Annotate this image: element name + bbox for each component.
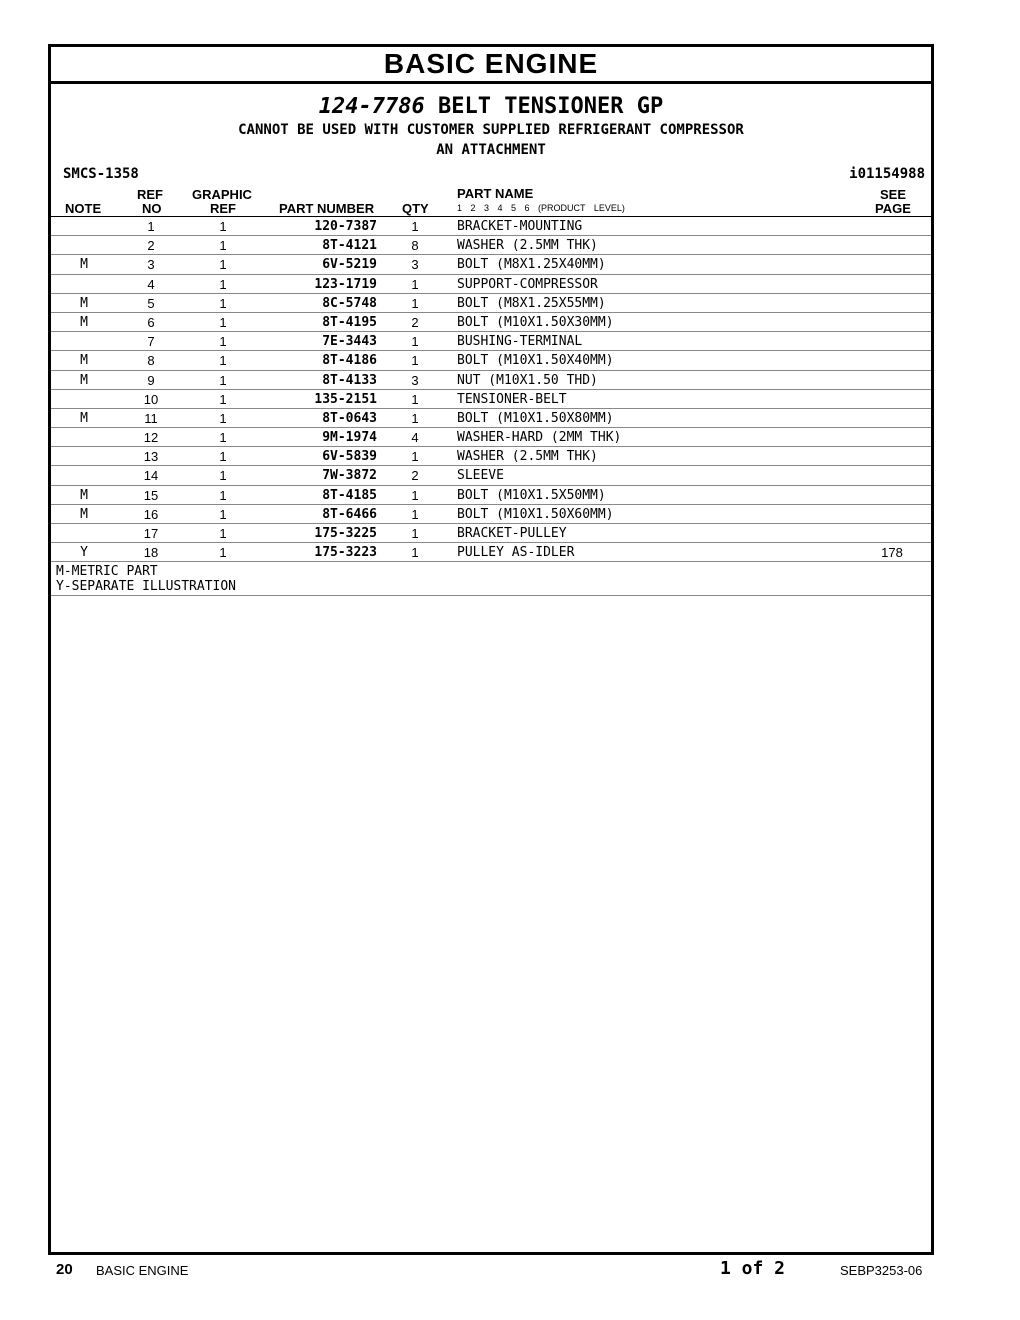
row-note: M: [80, 353, 88, 369]
note-separate-illustration: Y-SEPARATE ILLUSTRATION: [56, 579, 237, 595]
row-part-number: 175-3223: [314, 545, 377, 561]
table-row: [51, 275, 931, 294]
row-qty: 1: [411, 545, 419, 561]
table-row: [51, 332, 931, 351]
row-qty: 1: [411, 449, 419, 465]
row-part-name: BOLT (M10X1.50X80MM): [457, 410, 614, 426]
row-ref-no: 11: [144, 410, 158, 426]
row-ref-no: 17: [143, 526, 159, 541]
row-ref-no: 15: [143, 487, 159, 503]
row-graphic-ref: 1: [219, 545, 227, 561]
header-part-number: PART NUMBER: [279, 201, 375, 216]
table-row: [51, 390, 931, 409]
row-part-name: BRACKET-MOUNTING: [457, 219, 583, 234]
row-graphic-ref: 1: [219, 257, 227, 273]
note-metric: M-METRIC PART: [56, 564, 158, 580]
row-part-name: NUT (M10X1.50 THD): [457, 372, 598, 388]
header-see-2: PAGE: [875, 201, 911, 216]
table-row: [51, 351, 931, 370]
row-part-number: 8C-5748: [322, 295, 377, 311]
row-qty: 2: [411, 468, 419, 484]
table-row: [51, 466, 931, 485]
row-qty: 8: [411, 238, 419, 254]
row-part-number: 8T-0643: [322, 410, 377, 426]
row-part-name: WASHER (2.5MM THK): [457, 449, 598, 465]
header-see-1: SEE: [880, 187, 907, 202]
row-graphic-ref: 1: [219, 468, 227, 484]
header-ref-2: NO: [142, 201, 162, 216]
section-banner: BASIC ENGINE: [51, 47, 931, 84]
row-qty: 2: [411, 314, 419, 330]
row-part-name: TENSIONER-BELT: [457, 391, 567, 407]
row-graphic-ref: 1: [219, 449, 227, 465]
row-part-name: BOLT (M10X1.50X60MM): [457, 506, 614, 522]
row-part-name: BOLT (M10X1.50X30MM): [457, 314, 614, 330]
row-part-number: 135-2151: [314, 391, 377, 407]
header-graphic-2: REF: [210, 201, 236, 216]
group-part-number: 124-7786: [318, 94, 425, 119]
row-part-name: BOLT (M10X1.5X50MM): [457, 487, 606, 503]
row-ref-no: 12: [143, 430, 159, 446]
illustration-id: i01154988: [849, 166, 925, 182]
row-part-name: BUSHING-TERMINAL: [457, 334, 583, 350]
table-row: [51, 505, 931, 524]
group-title-block: [51, 84, 931, 160]
smcs-code: SMCS-1358: [63, 166, 139, 182]
header-part-name: PART NAME: [457, 186, 534, 201]
row-graphic-ref: 1: [219, 372, 227, 388]
row-part-number: 7E-3443: [322, 334, 377, 350]
smcs-row: [51, 162, 931, 186]
parts-table-body: [51, 217, 931, 562]
row-note: M: [80, 410, 88, 426]
row-qty: 1: [411, 276, 419, 292]
row-part-name: BOLT (M10X1.50X40MM): [457, 353, 614, 369]
row-qty: 1: [411, 219, 419, 234]
table-row: [51, 371, 931, 390]
row-graphic-ref: 1: [219, 353, 227, 369]
row-part-number: 8T-4186: [322, 353, 377, 369]
table-row: [51, 524, 931, 543]
row-graphic-ref: 1: [219, 334, 227, 350]
row-part-number: 6V-5839: [322, 449, 377, 465]
row-ref-no: 1: [147, 219, 155, 234]
row-ref-no: 9: [147, 372, 155, 388]
footer-page-count: 1 of 2: [720, 1258, 786, 1279]
row-qty: 3: [411, 372, 419, 388]
row-graphic-ref: 1: [219, 219, 227, 234]
header-graphic-1: GRAPHIC: [192, 187, 252, 202]
row-part-number: 8T-4133: [322, 372, 377, 388]
row-see-page: 178: [881, 545, 903, 561]
header-note: NOTE: [65, 201, 102, 216]
row-part-number: 8T-4195: [322, 314, 377, 330]
table-row: [51, 313, 931, 332]
row-ref-no: 8: [147, 353, 155, 369]
row-part-name: BOLT (M8X1.25X55MM): [457, 295, 606, 311]
row-part-number: 120-7387: [314, 219, 377, 234]
row-ref-no: 7: [147, 334, 155, 350]
row-note: Y: [80, 545, 88, 561]
row-part-name: WASHER-HARD (2MM THK): [457, 430, 622, 446]
row-qty: 4: [411, 430, 419, 446]
row-ref-no: 18: [143, 545, 159, 561]
notes-block: [51, 562, 931, 596]
page-footer: [0, 1258, 1020, 1282]
row-ref-no: 4: [147, 276, 155, 292]
row-graphic-ref: 1: [219, 526, 227, 541]
row-qty: 1: [411, 487, 419, 503]
group-name: BELT TENSIONER GP: [438, 94, 664, 119]
row-qty: 3: [411, 257, 419, 273]
row-graphic-ref: 1: [219, 238, 227, 254]
row-qty: 1: [411, 526, 419, 541]
row-part-name: BRACKET-PULLEY: [457, 526, 567, 541]
header-qty: QTY: [402, 201, 429, 216]
row-ref-no: 6: [147, 314, 155, 330]
footer-section: BASIC ENGINE: [96, 1263, 189, 1278]
group-subtitle-2: AN ATTACHMENT: [436, 142, 546, 158]
row-graphic-ref: 1: [219, 295, 227, 311]
group-title: [51, 94, 931, 120]
row-part-number: 6V-5219: [322, 257, 377, 273]
row-graphic-ref: 1: [219, 314, 227, 330]
row-ref-no: 3: [147, 257, 155, 273]
row-part-name: SLEEVE: [457, 468, 504, 484]
row-graphic-ref: 1: [219, 391, 227, 407]
row-note: M: [80, 506, 88, 522]
row-graphic-ref: 1: [219, 487, 227, 503]
row-qty: 1: [411, 295, 419, 311]
table-row: [51, 294, 931, 313]
row-note: M: [80, 295, 88, 311]
row-part-number: 8T-4121: [322, 238, 377, 254]
row-part-number: 8T-4185: [322, 487, 377, 503]
row-qty: 1: [411, 391, 419, 407]
row-note: M: [80, 372, 88, 388]
table-row: [51, 428, 931, 447]
row-graphic-ref: 1: [219, 276, 227, 292]
row-graphic-ref: 1: [219, 410, 227, 426]
row-ref-no: 13: [143, 449, 159, 465]
header-ref-1: REF: [137, 187, 163, 202]
row-note: M: [80, 487, 88, 503]
group-subtitle-1: CANNOT BE USED WITH CUSTOMER SUPPLIED REFRIGERANT COMPRESSOR: [238, 122, 744, 138]
row-part-number: 123-1719: [314, 276, 377, 292]
table-row: [51, 447, 931, 466]
row-qty: 1: [411, 334, 419, 350]
row-graphic-ref: 1: [219, 506, 227, 522]
row-part-name: WASHER (2.5MM THK): [457, 238, 598, 254]
row-note: M: [80, 314, 88, 330]
table-row: [51, 217, 931, 236]
table-row: [51, 409, 931, 428]
row-ref-no: 5: [147, 295, 155, 311]
row-graphic-ref: 1: [219, 430, 227, 446]
table-row: [51, 255, 931, 274]
table-header: [51, 186, 931, 217]
row-part-name: PULLEY AS-IDLER: [457, 545, 575, 561]
row-ref-no: 2: [147, 238, 155, 254]
row-note: M: [80, 257, 88, 273]
row-qty: 1: [411, 353, 419, 369]
row-qty: 1: [411, 410, 419, 426]
row-part-number: 7W-3872: [322, 468, 377, 484]
footer-doc-number: SEBP3253-06: [840, 1263, 923, 1278]
row-ref-no: 10: [143, 391, 159, 407]
table-row: [51, 236, 931, 255]
table-row: [51, 543, 931, 562]
row-qty: 1: [411, 506, 419, 522]
row-part-name: SUPPORT-COMPRESSOR: [457, 276, 598, 292]
footer-page-number: 20: [56, 1261, 73, 1278]
row-part-name: BOLT (M8X1.25X40MM): [457, 257, 606, 273]
row-part-number: 175-3225: [314, 526, 377, 541]
header-product-levels: 1 2 3 4 5 6 (PRODUCT LEVEL): [457, 203, 625, 213]
row-ref-no: 14: [143, 468, 159, 484]
row-part-number: 8T-6466: [322, 506, 377, 522]
row-part-number: 9M-1974: [322, 430, 377, 446]
row-ref-no: 16: [143, 506, 159, 522]
table-row: [51, 486, 931, 505]
parts-page-frame: [48, 44, 934, 1255]
